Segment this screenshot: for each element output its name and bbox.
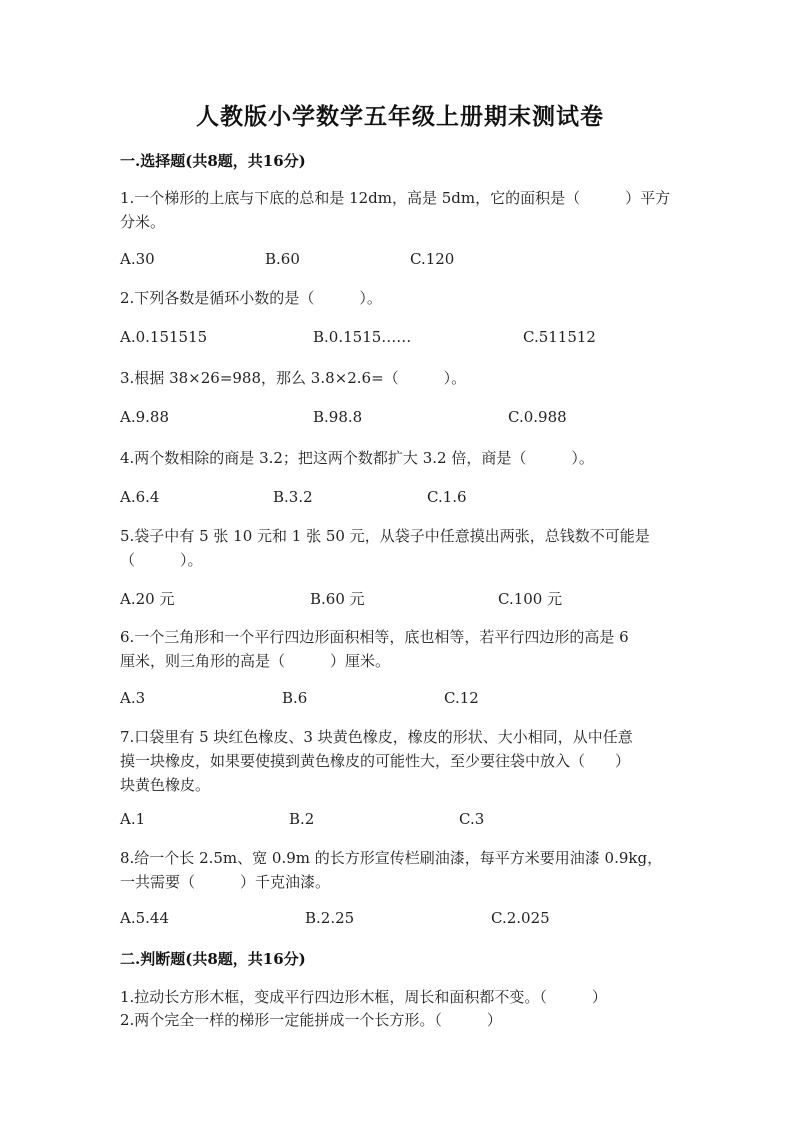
question-1 <box>120 186 685 234</box>
question-5-line2: （ ）。 <box>120 551 203 569</box>
question-8-line2: 一共需要（ ）千克油漆。 <box>120 873 331 891</box>
question-1-option-a: A.30 <box>120 250 155 268</box>
question-7-line2: 摸一块橡皮，如果要使摸到黄色橡皮的可能性大，至少要往袋中放入（ ） <box>120 752 631 770</box>
question-7-option-b: B.2 <box>289 810 315 828</box>
question-6-option-c: C.12 <box>444 689 479 707</box>
question-7-option-c: C.3 <box>459 810 485 828</box>
question-7 <box>120 725 685 797</box>
question-2-option-c: C.511512 <box>523 328 596 346</box>
judge-question-2: 2.两个完全一样的梯形一定能拼成一个长方形。（ ） <box>120 1011 502 1029</box>
page-title: 人教版小学数学五年级上册期末测试卷 <box>196 103 604 130</box>
question-6-line1: 6.一个三角形和一个平行四边形面积相等，底也相等，若平行四边形的高是 6 <box>120 628 629 646</box>
question-7-line3: 块黄色橡皮。 <box>120 776 211 794</box>
question-4-line1: 4.两个数相除的商是 3.2；把这两个数都扩大 3.2 倍，商是（ ）。 <box>120 449 594 467</box>
question-3-option-c: C.0.988 <box>508 408 567 426</box>
section-heading-choice: 一.选择题(共8题，共16分) <box>120 152 306 170</box>
question-5-option-a: A.20 元 <box>120 590 175 608</box>
question-6-option-a: A.3 <box>120 689 146 707</box>
question-6-line2: 厘米，则三角形的高是（ ）厘米。 <box>120 652 391 670</box>
question-7-option-a: A.1 <box>120 810 146 828</box>
question-4-option-c: C.1.6 <box>427 488 467 506</box>
question-6-option-b: B.6 <box>282 689 308 707</box>
question-6 <box>120 625 685 673</box>
question-3 <box>120 366 685 390</box>
question-4-option-a: A.6.4 <box>120 488 160 506</box>
section-heading-judge: 二.判断题(共8题，共16分) <box>120 950 306 968</box>
question-8-option-c: C.2.025 <box>491 909 550 927</box>
question-2 <box>120 286 685 310</box>
question-8-option-a: A.5.44 <box>120 909 169 927</box>
question-1-option-c: C.120 <box>410 250 455 268</box>
question-8 <box>120 846 685 894</box>
question-3-option-b: B.98.8 <box>313 408 363 426</box>
question-4-option-b: B.3.2 <box>273 488 313 506</box>
question-1-line2: 分米。 <box>120 213 166 231</box>
question-2-line1: 2.下列各数是循环小数的是（ ）。 <box>120 289 382 307</box>
question-5-line1: 5.袋子中有 5 张 10 元和 1 张 50 元，从袋子中任意摸出两张，总钱数不可能是 <box>120 527 650 545</box>
question-2-option-a: A.0.151515 <box>120 328 208 346</box>
question-3-line1: 3.根据 38×26=988，那么 3.8×2.6=（ ）。 <box>120 369 467 387</box>
question-4 <box>120 446 685 470</box>
question-5 <box>120 524 685 572</box>
question-5-option-c: C.100 元 <box>498 590 563 608</box>
question-7-line1: 7.口袋里有 5 块红色橡皮、3 块黄色橡皮，橡皮的形状、大小相同，从中任意 <box>120 728 633 746</box>
question-2-option-b: B.0.1515…… <box>313 328 412 346</box>
judge-question-1: 1.拉动长方形木框，变成平行四边形木框，周长和面积都不变。（ ） <box>120 988 607 1006</box>
question-8-line1: 8.给一个长 2.5m、宽 0.9m 的长方形宣传栏刷油漆，每平方米要用油漆 0.9kg， <box>120 849 663 867</box>
question-5-option-b: B.60 元 <box>310 590 365 608</box>
question-8-option-b: B.2.25 <box>305 909 355 927</box>
question-3-option-a: A.9.88 <box>120 408 169 426</box>
question-1-line1: 1.一个梯形的上底与下底的总和是 12dm，高是 5dm，它的面积是（ ）平方 <box>120 189 671 207</box>
question-1-option-b: B.60 <box>265 250 300 268</box>
